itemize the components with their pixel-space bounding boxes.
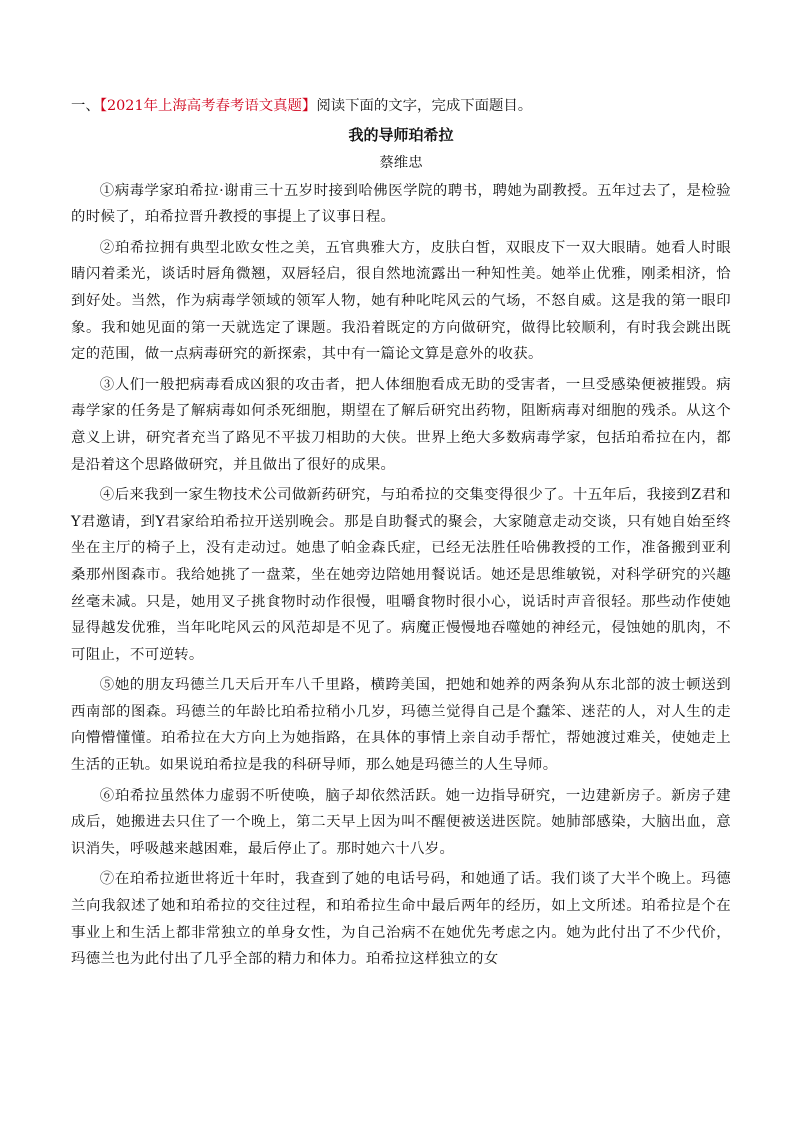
question-number: 一、 [71, 98, 100, 114]
paragraph-6: ⑥珀希拉虽然体力虚弱不听使唤，脑子却依然活跃。她一边指导研究，一边建新房子。新房子建成后，她搬进去只住了一个晚上，第二天早上因为叫不醒便被送进医院。她肺部感染，大脑出血，意识消失，呼吸越来越困难，最后停止了。那时她六十八岁。 [71, 787, 731, 857]
question-header [71, 93, 731, 120]
paragraph-5: ⑤她的朋友玛德兰几天后开车八千里路，横跨美国，把她和她养的两条狗从东北部的波士顿送到西南部的图森。玛德兰的年龄比珀希拉稍小几岁，玛德兰觉得自己是个蠢笨、迷茫的人，对人生的走向懵懵懂懂。珀希拉在大方向上为她指路，在具体的事情上亲自动手帮忙，帮她渡过难关，使她走上生活的正轨。如果说珀希拉是我的科研导师，那么她是玛德兰的人生导师。 [71, 677, 731, 774]
question-instruction: 阅读下面的文字，完成下面题目。 [316, 98, 533, 114]
paragraph-1: ①病毒学家珀希拉·谢甫三十五岁时接到哈佛医学院的聘书，聘她为副教授。五年过去了，是检验的时候了，珀希拉晋升教授的事提上了议事日程。 [71, 182, 731, 226]
paragraph-7: ⑦在珀希拉逝世将近十年时，我查到了她的电话号码，和她通了话。我们谈了大半个晚上。玛德兰向我叙述了她和珀希拉的交往过程，和珀希拉生命中最后两年的经历，如上文所述。珀希拉是个在事业上和生活上都非常独立的单身女性，为自己治病不在她优先考虑之内。她为此付出了不少代价，玛德兰也为此付出了几乎全部的精力和体力。珀希拉这样独立的女 [71, 871, 731, 968]
question-source: 【2021年上海高考春考语文真题】 [99, 98, 317, 114]
paragraph-4: ④后来我到一家生物技术公司做新药研究，与珀希拉的交集变得很少了。十五年后，我接到Z君和Y君邀请，到Y君家给珀希拉开送别晚会。那是自助餐式的聚会，大家随意走动交谈，只有她自始至终坐在主厅的椅子上，没有走动过。她患了帕金森氏症，已经无法胜任哈佛教授的工作，准备搬到亚利桑那州图森市。我给她挑了一盘菜，坐在她旁边陪她用餐说话。她还是思维敏锐，对科学研究的兴趣丝毫未减。只是，她用叉子挑食物时动作很慢，咀嚼食物时很小心，说话时声音很轻。那些动作使她显得越发优雅，当年叱咤风云的风范却是不见了。病魔正慢慢地吞噬她的神经元，侵蚀她的肌肉，不可阻止，不可逆转。 [71, 487, 731, 663]
paragraph-3: ③人们一般把病毒看成凶狠的攻击者，把人体细胞看成无助的受害者，一旦受感染便被摧毁。病毒学家的任务是了解病毒如何杀死细胞，期望在了解后研究出药物，阻断病毒对细胞的残杀。从这个意义上讲，研究者充当了路见不平拔刀相助的大侠。世界上绝大多数病毒学家，包括珀希拉在内，都是沿着这个思路做研究，并且做出了很好的成果。 [71, 376, 731, 473]
article-author: 蔡维忠 [379, 154, 423, 171]
document-page [71, 93, 731, 977]
paragraph-2: ②珀希拉拥有典型北欧女性之美，五官典雅大方，皮肤白皙，双眼皮下一双大眼睛。她看人时眼睛闪着柔光，谈话时唇角微翘，双唇轻启，很自然地流露出一种知性美。她举止优雅，刚柔相济，恰到好处。当然，作为病毒学领域的领军人物，她有种叱咤风云的气场，不怒自威。这是我的第一眼印象。我和她见面的第一天就选定了课题。我沿着既定的方向做研究，做得比较顺利，有时我会跳出既定的范围，做一点病毒研究的新探索，其中有一篇论文算是意外的收获。 [71, 239, 731, 363]
article-title: 我的导师珀希拉 [348, 125, 454, 144]
